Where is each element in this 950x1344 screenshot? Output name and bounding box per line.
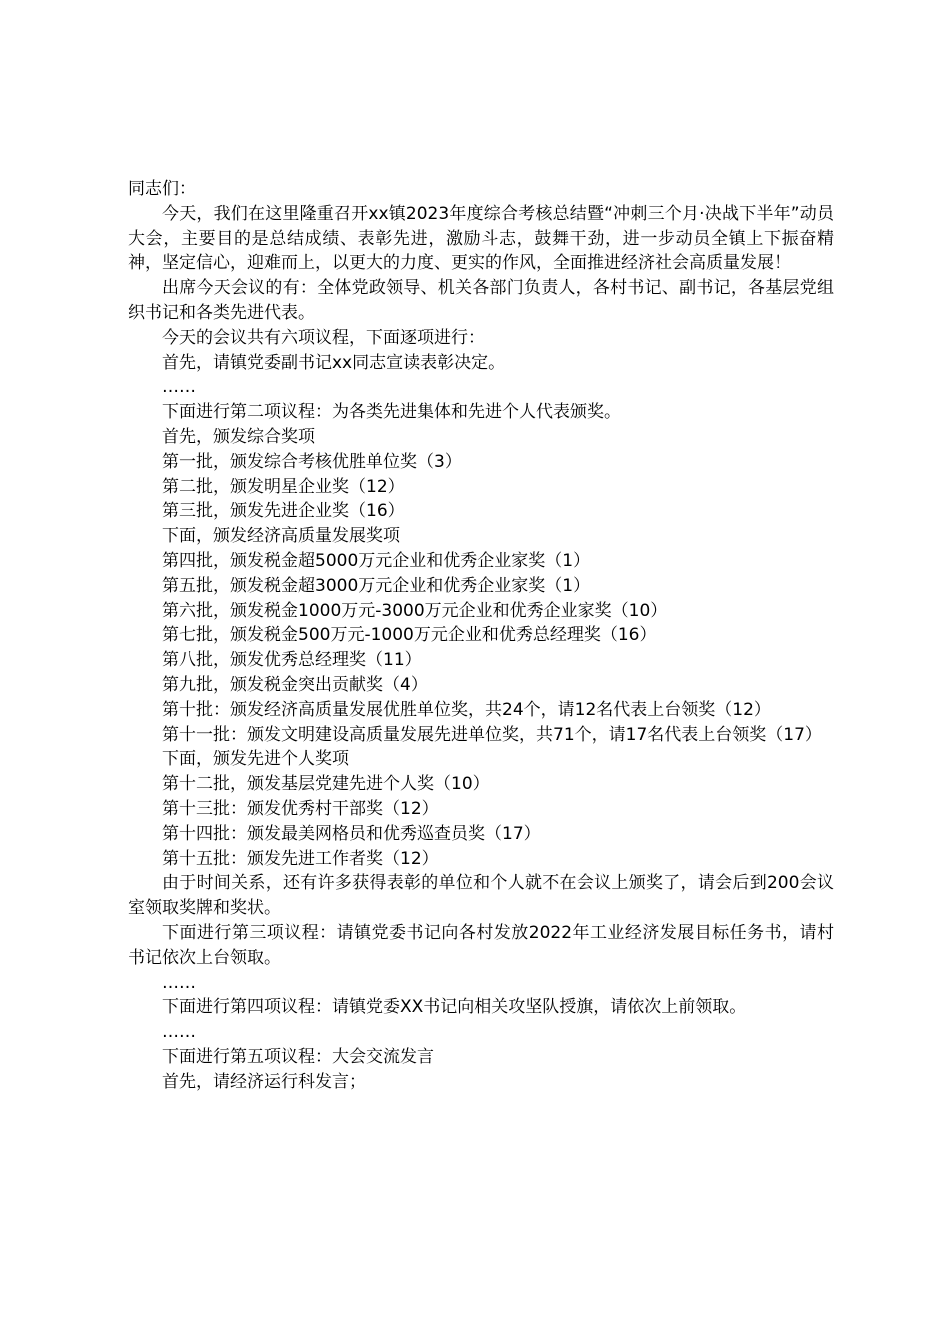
award-batch: 第三批，颁发先进企业奖（16） [162, 501, 405, 522]
paragraph-section-heading: 首先，颁发综合奖项 [162, 426, 315, 447]
paragraph-section-heading: 下面，颁发经济高质量发展奖项 [162, 526, 400, 547]
award-batch: 第四批，颁发税金超5000万元企业和优秀企业家奖（1） [162, 550, 591, 571]
paragraph-agenda-1: 首先，请镇党委副书记xx同志宣读表彰决定。 [162, 352, 506, 373]
document-body [128, 177, 834, 1094]
award-batch: 第十批：颁发经济高质量发展优胜单位奖，共24个，请12名代表上台领奖（12） [162, 699, 771, 720]
paragraph-opening: 今天，我们在这里隆重召开xx镇2023年度综合考核总结暨“冲刺三个月·决战下半年”动员大会，主要目的是总结成绩、表彰先进，激励斗志，鼓舞干劲，进一步动员全镇上下振奋精神，坚定信心，迎难而上，以更大的力度、更实的作风，全面推进经济社会高质量发展！ [128, 203, 834, 274]
award-batch: 第六批，颁发税金1000万元-3000万元企业和优秀企业家奖（10） [162, 600, 668, 621]
salutation: 同志们： [128, 179, 196, 199]
paragraph-section-heading: 下面，颁发先进个人奖项 [162, 749, 349, 770]
paragraph-notice: 由于时间关系，还有许多获得表彰的单位和个人就不在会议上颁奖了，请会后到200会议室领取奖牌和奖状。 [128, 873, 834, 919]
paragraph-ellipsis: …… [162, 972, 196, 993]
award-batch: 第二批，颁发明星企业奖（12） [162, 476, 405, 497]
award-batch: 第一批，颁发综合考核优胜单位奖（3） [162, 451, 462, 472]
award-batch: 第十三批：颁发优秀村干部奖（12） [162, 798, 439, 819]
award-batch: 第八批，颁发优秀总经理奖（11） [162, 650, 422, 671]
paragraph-attendees: 出席今天会议的有：全体党政领导、机关各部门负责人，各村书记、副书记，各基层党组织书记和各类先进代表。 [128, 278, 834, 323]
award-batch: 第十四批：颁发最美网格员和优秀巡查员奖（17） [162, 823, 541, 844]
award-batch: 第五批，颁发税金超3000万元企业和优秀企业家奖（1） [162, 575, 591, 596]
paragraph-ellipsis: …… [162, 377, 196, 398]
paragraph-agenda-intro: 今天的会议共有六项议程，下面逐项进行： [162, 327, 485, 348]
paragraph-agenda-4: 下面进行第四项议程：请镇党委XX书记向相关攻坚队授旗，请依次上前领取。 [162, 997, 747, 1018]
award-batch: 第十二批，颁发基层党建先进个人奖（10） [162, 774, 490, 795]
award-batch: 第十五批：颁发先进工作者奖（12） [162, 848, 439, 869]
paragraph-ellipsis: …… [162, 1022, 196, 1043]
award-batch: 第九批，颁发税金突出贡献奖（4） [162, 674, 428, 695]
award-batch: 第十一批：颁发文明建设高质量发展先进单位奖，共71个，请17名代表上台领奖（17） [162, 724, 822, 745]
paragraph-speech-first: 首先，请经济运行科发言； [162, 1071, 366, 1092]
paragraph-agenda-3: 下面进行第三项议程：请镇党委书记向各村发放2022年工业经济发展目标任务书，请村书记依次上台领取。 [128, 922, 834, 968]
paragraph-agenda-5: 下面进行第五项议程：大会交流发言 [162, 1046, 434, 1067]
award-batch: 第七批，颁发税金500万元-1000万元企业和优秀总经理奖（16） [162, 625, 657, 646]
paragraph-agenda-2: 下面进行第二项议程：为各类先进集体和先进个人代表颁奖。 [162, 402, 621, 423]
